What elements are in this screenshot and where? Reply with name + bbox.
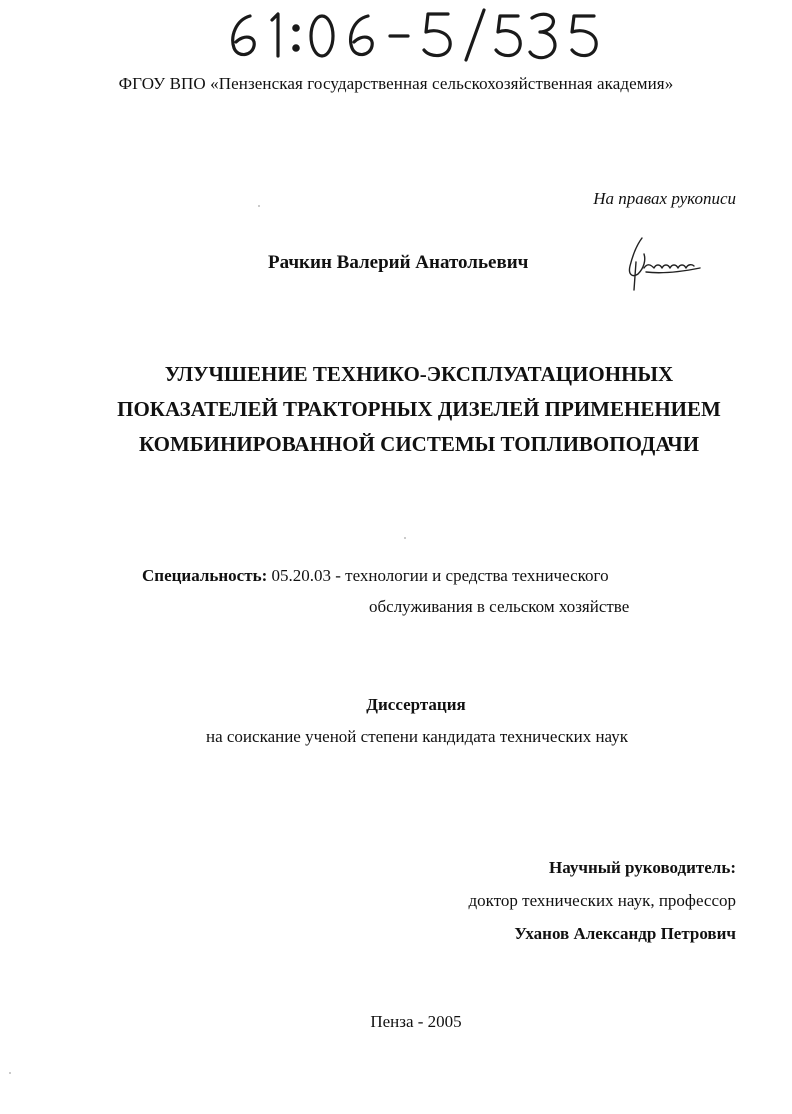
author-signature bbox=[622, 232, 702, 294]
advisor-label: Научный руководитель: bbox=[549, 858, 736, 877]
advisor-name: Уханов Александр Петрович bbox=[514, 924, 736, 943]
specialty-code: 05.20.03 - технологии и средства технического bbox=[271, 566, 609, 585]
scan-speck bbox=[404, 537, 406, 539]
scan-speck bbox=[258, 205, 260, 207]
city-year: Пенза - 2005 bbox=[370, 1012, 462, 1031]
specialty-line-1 bbox=[142, 566, 609, 586]
title-line: УЛУЧШЕНИЕ ТЕХНИКО-ЭКСПЛУАТАЦИОННЫХ bbox=[164, 362, 674, 386]
author-name: Рачкин Валерий Анатольевич bbox=[268, 252, 529, 273]
institution-name: ФГОУ ВПО «Пензенская государственная сельскохозяйственная академия» bbox=[118, 74, 674, 93]
rights-note: На правах рукописи bbox=[593, 189, 736, 208]
dissertation-title bbox=[0, 357, 792, 462]
title-line: КОМБИНИРОВАННОЙ СИСТЕМЫ ТОПЛИВОПОДАЧИ bbox=[138, 432, 700, 456]
specialty-label: Специальность: bbox=[142, 566, 268, 585]
title-line: ПОКАЗАТЕЛЕЙ ТРАКТОРНЫХ ДИЗЕЛЕЙ ПРИМЕНЕНИЕМ bbox=[117, 397, 721, 421]
dissertation-label: Диссертация bbox=[366, 695, 466, 714]
advisor-degree: доктор технических наук, профессор bbox=[468, 891, 736, 910]
dissertation-purpose: на соискание ученой степени кандидата технических наук bbox=[205, 727, 628, 746]
handwritten-archive-number bbox=[222, 6, 602, 62]
scan-speck bbox=[9, 1072, 11, 1074]
specialty-line-2: обслуживания в сельском хозяйстве bbox=[369, 597, 630, 616]
